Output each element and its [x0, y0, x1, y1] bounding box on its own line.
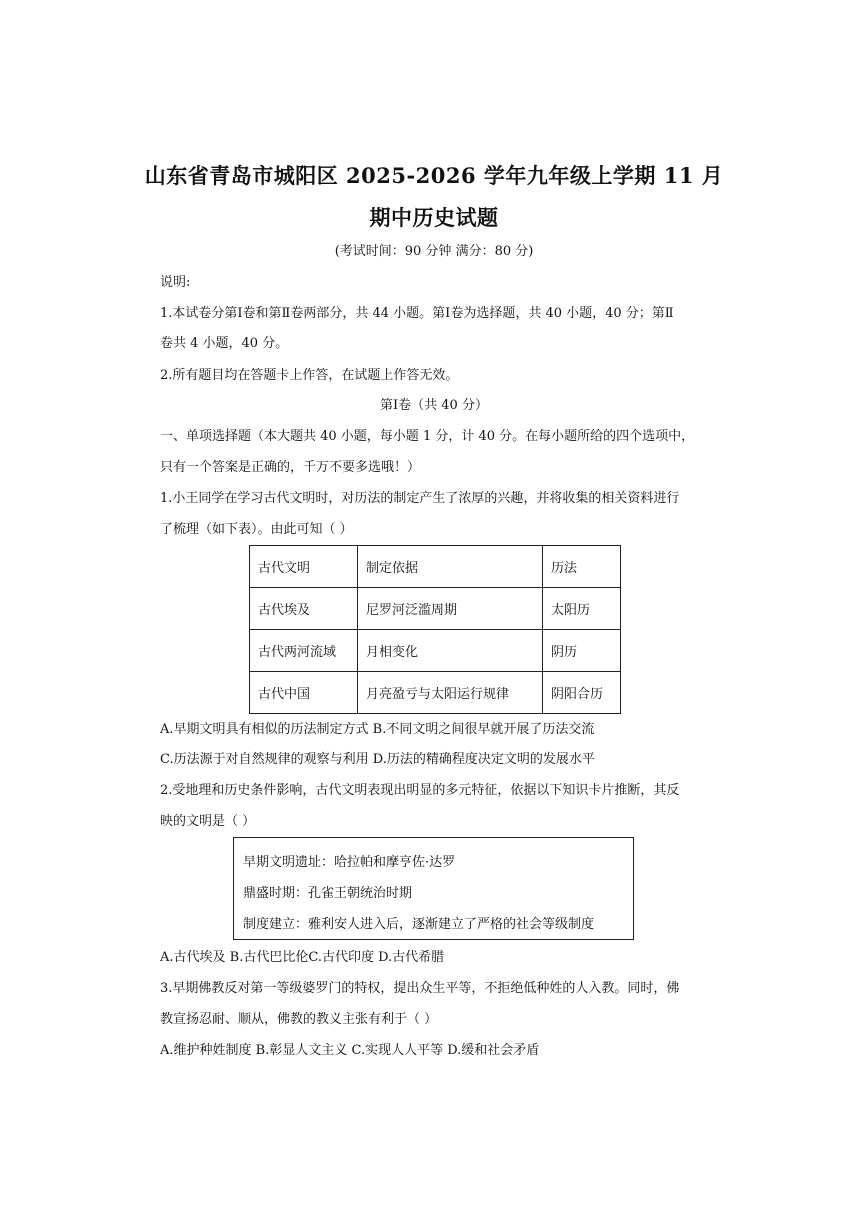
- knowledge-card: [233, 837, 634, 940]
- q2-options: A.古代埃及 B.古代巴比伦C.古代印度 D.古代希腊: [160, 950, 445, 965]
- section-title: 第Ⅰ卷（共 40 分）: [380, 398, 488, 413]
- table-row: [250, 630, 621, 672]
- instruction-item2: 2.所有题目均在答题卡上作答，在试题上作答无效。: [160, 368, 459, 383]
- table-header-cell: 历法: [543, 546, 621, 588]
- q3-stem-line2: 教宣扬忍耐、顺从，佛教的教义主张有利于（ ）: [160, 1012, 438, 1027]
- table-row: [250, 672, 621, 714]
- instruction-item1-line1: 1.本试卷分第Ⅰ卷和第Ⅱ卷两部分，共 44 小题。第Ⅰ卷为选择题，共 40 小题，40 分；第Ⅱ: [160, 306, 674, 321]
- table-header-row: [250, 546, 621, 588]
- section-intro-line2: 只有一个答案是正确的，千万不要多选哦！）: [160, 460, 421, 475]
- table-header-cell: 古代文明: [250, 546, 358, 588]
- table-cell: 尼罗河泛滥周期: [358, 588, 543, 630]
- table-row: [250, 588, 621, 630]
- section-intro-line1: 一、单项选择题（本大题共 40 小题，每小题 1 分，计 40 分。在每小题所给的四个选项中，: [160, 429, 695, 444]
- q3-stem-line1: 3.早期佛教反对第一等级婆罗门的特权，提出众生平等，不拒绝低种姓的人入教。同时，佛: [160, 981, 680, 996]
- table-cell: 古代两河流域: [250, 630, 358, 672]
- card-line: 鼎盛时期：孔雀王朝统治时期: [243, 886, 413, 901]
- q3-options: A.维护种姓制度 B.彰显人文主义 C.实现人人平等 D.缓和社会矛盾: [160, 1043, 540, 1058]
- q1-options-line2: C.历法源于对自然规律的观察与利用 D.历法的精确程度决定文明的发展水平: [160, 752, 595, 767]
- card-line: 早期文明遗址：哈拉帕和摩亨佐·达罗: [243, 855, 456, 870]
- table-cell: 太阳历: [543, 588, 621, 630]
- q1-stem-line1: 1.小王同学在学习古代文明时，对历法的制定产生了浓厚的兴趣，并将收集的相关资料进行: [160, 491, 680, 506]
- table-cell: 月亮盈亏与太阳运行规律: [358, 672, 543, 714]
- q2-stem-line1: 2.受地理和历史条件影响，古代文明表现出明显的多元特征，依据以下知识卡片推断，其反: [160, 783, 680, 798]
- card-line: 制度建立：雅利安人进入后，逐渐建立了严格的社会等级制度: [243, 917, 595, 932]
- table-cell: 阴历: [543, 630, 621, 672]
- calendar-table: [249, 545, 621, 714]
- instruction-item1-line2: 卷共 4 小题，40 分。: [160, 336, 289, 351]
- q2-stem-line2: 映的文明是（ ）: [160, 814, 256, 829]
- table-cell: 古代埃及: [250, 588, 358, 630]
- table-header-cell: 制定依据: [358, 546, 543, 588]
- instructions-heading: 说明:: [160, 275, 191, 290]
- exam-info: (考试时间：90 分钟 满分：80 分): [334, 244, 534, 259]
- exam-title-line2: 期中历史试题: [369, 205, 499, 230]
- table-cell: 阴阳合历: [543, 672, 621, 714]
- table-cell: 月相变化: [358, 630, 543, 672]
- q1-options-line1: A.早期文明具有相似的历法制定方式 B.不同文明之间很早就开展了历法交流: [160, 722, 595, 737]
- q1-stem-line2: 了梳理（如下表）。由此可知（ ）: [160, 522, 353, 537]
- table-cell: 古代中国: [250, 672, 358, 714]
- exam-title-line1: 山东省青岛市城阳区 2025-2026 学年九年级上学期 11 月: [144, 163, 724, 188]
